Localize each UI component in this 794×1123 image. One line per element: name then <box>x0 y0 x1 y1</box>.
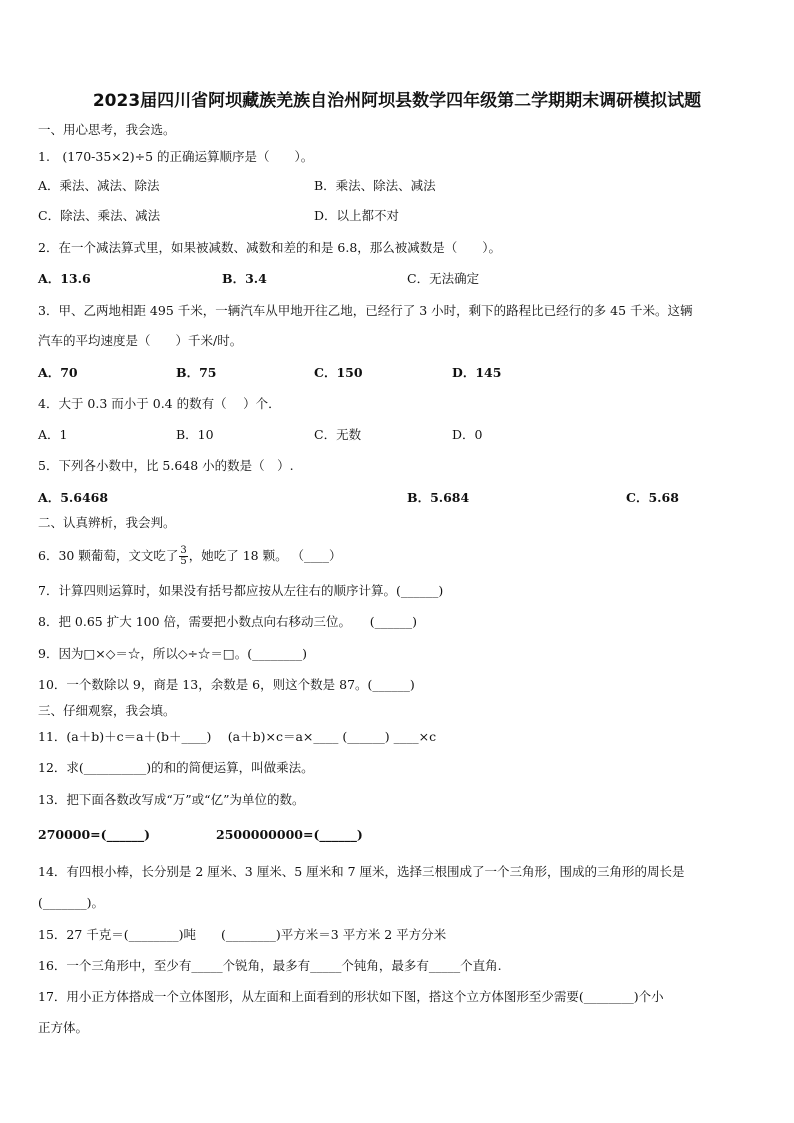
q5-option-c: C．5.68 <box>626 490 679 505</box>
question-17-line-1: 17．用小正方体搭成一个立体图形，从左面和上面看到的形状如下图，搭这个立方体图形至少需要(________)个小 <box>38 989 664 1004</box>
q4-option-a: A．1 <box>38 427 68 442</box>
q6-prefix: 6．30 颗葡萄，文文吃了 <box>38 548 179 563</box>
page-title: 2023届四川省阿坝藏族羌族自治州阿坝县数学四年级第二学期期末调研模拟试题 <box>92 91 702 111</box>
q4-option-b: B．10 <box>176 427 214 442</box>
question-16: 16．一个三角形中，至少有_____个锐角，最多有_____个钝角，最多有_____个直角. <box>38 958 502 973</box>
q13-item-a: 270000=(______) <box>38 827 150 842</box>
question-15: 15．27 千克＝(________)吨 (________)平方米＝3 平方米 2 平方分米 <box>38 927 447 942</box>
q1-option-b: B．乘法、除法、减法 <box>314 178 436 193</box>
question-7: 7．计算四则运算时，如果没有括号都应按从左往右的顺序计算。(______) <box>38 583 444 598</box>
q1-option-d: D．以上都不对 <box>314 208 400 223</box>
question-11: 11．(a＋b)＋c＝a＋(b＋____) (a＋b)×c＝a×____ (______) ____×c <box>38 729 437 744</box>
question-14-line-2: (_______)。 <box>38 895 105 910</box>
q3-option-a: A．70 <box>38 365 78 380</box>
fraction-numerator: 3 <box>180 545 187 556</box>
question-10: 10．一个数除以 9，商是 13，余数是 6，则这个数是 87。(______) <box>38 677 415 692</box>
q2-option-c: C．无法确定 <box>407 271 480 286</box>
q1-option-a: A．乘法、减法、除法 <box>38 178 160 193</box>
q5-option-b: B．5.684 <box>407 490 470 505</box>
q4-option-d: D．0 <box>452 427 483 442</box>
section-heading-2: 二、认真辨析，我会判。 <box>38 515 176 530</box>
question-17-line-2: 正方体。 <box>38 1020 89 1035</box>
question-14-line-1: 14．有四根小棒，长分别是 2 厘米、3 厘米、5 厘米和 7 厘米，选择三根围成了一个三角形，围成的三角形的周长是 <box>38 864 685 879</box>
q3-option-d: D．145 <box>452 365 502 380</box>
fraction-denominator: 5 <box>180 556 187 567</box>
question-9: 9．因为□×◇＝☆，所以◇÷☆＝□。(________) <box>38 646 308 661</box>
q2-option-b: B．3.4 <box>222 271 267 286</box>
q3-option-c: C．150 <box>314 365 363 380</box>
question-1: 1. (170-35×2)÷5 的正确运算顺序是（ ）。 <box>38 149 314 164</box>
q5-option-a: A．5.6468 <box>38 490 109 505</box>
question-8: 8．把 0.65 扩大 100 倍，需要把小数点向右移动三位。 (______) <box>38 614 418 629</box>
fraction-three-fifths <box>179 546 187 567</box>
question-5: 5．下列各小数中，比 5.648 小的数是（ ）. <box>38 458 294 473</box>
question-13: 13．把下面各数改写成“万”或“亿”为单位的数。 <box>38 792 305 807</box>
section-heading-1: 一、用心思考，我会选。 <box>38 122 176 137</box>
question-12: 12．求(__________)的和的简便运算，叫做乘法。 <box>38 760 314 775</box>
q4-option-c: C．无数 <box>314 427 362 442</box>
q1-option-c: C．除法、乘法、减法 <box>38 208 161 223</box>
question-3-line-1: 3．甲、乙两地相距 495 千米，一辆汽车从甲地开往乙地，已经行了 3 小时，剩下的路程比已经行的多 45 千米。这辆 <box>38 303 693 318</box>
question-6 <box>38 546 342 567</box>
question-4: 4．大于 0.3 而小于 0.4 的数有（ ）个． <box>38 396 281 411</box>
q13-item-b: 2500000000=(______) <box>216 827 363 842</box>
q2-option-a: A．13.6 <box>38 271 91 286</box>
q6-suffix: ，她吃了 18 颗。 （____） <box>188 548 342 563</box>
q3-option-b: B．75 <box>176 365 217 380</box>
question-2: 2．在一个减法算式里，如果被减数、减数和差的和是 6.8，那么被减数是（ ）。 <box>38 240 502 255</box>
section-heading-3: 三、仔细观察，我会填。 <box>38 703 176 718</box>
question-3-line-2: 汽车的平均速度是（ ）千米/时。 <box>38 333 243 348</box>
